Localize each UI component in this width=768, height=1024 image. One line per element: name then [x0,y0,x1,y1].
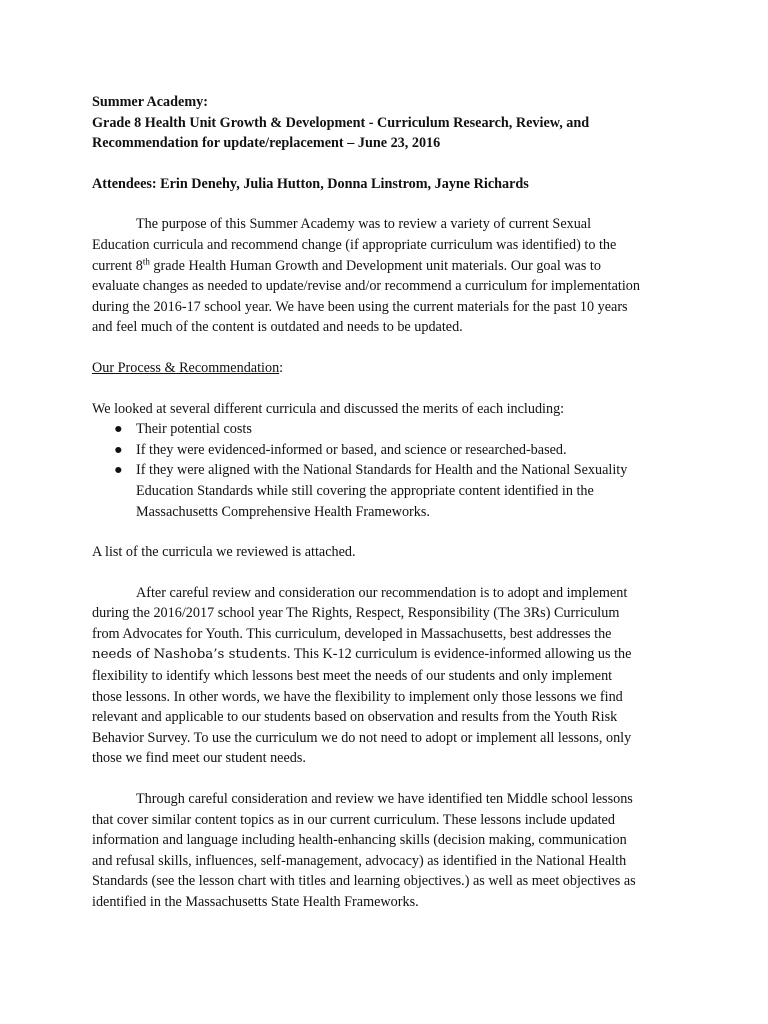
process-heading [92,358,682,379]
ordinal-suffix: th [142,255,150,266]
purpose-line-2: Education curricula and recommend change (if appropriate curriculum was identified) to the [92,236,617,253]
process-section [92,399,682,523]
header-line-2: Grade 8 Health Unit Growth & Development - Curriculum Research, Review, and [92,114,590,131]
process-heading-text: Our Process & Recommendation [92,359,280,376]
bullet-icon: ● [114,421,123,438]
lessons-line-6: identified in the Massachusetts State Health Frameworks. [92,894,419,910]
lessons-line-3: information and language including health-enhancing skills (decision making, communication [92,832,627,849]
criteria-text-evidence: If they were evidenced-informed or based, and science or researched-based. [136,441,567,458]
purpose-line-3 [92,256,682,277]
criteria-text-standards-3: Massachusetts Comprehensive Health Frameworks. [136,503,430,520]
process-heading-colon: : [279,359,284,376]
bullet-icon: ● [114,462,123,479]
purpose-line-1: The purpose of this Summer Academy was to review a variety of current Sexual [136,216,592,233]
criteria-text-standards-1: If they were aligned with the National Standards for Health and the National Sexuality [136,462,628,479]
purpose-line-4: evaluate changes as needed to update/revise and/or recommend a curriculum for implementation [92,278,640,295]
recommendation-line-3: from Advocates for Youth. This curriculum, developed in Massachusetts, best addresses the [92,625,612,642]
criteria-item-standards [92,460,682,522]
lessons-line-4: and refusal skills, influences, self-management, advocacy) as identified in the National Health [92,852,627,869]
purpose-line-3-end: grade Health Human Growth and Development unit materials. Our goal was to [149,257,601,274]
process-intro: We looked at several different curricula and discussed the merits of each including: [92,400,565,417]
lessons-line-5: Standards (see the lesson chart with titles and learning objectives.) as well as meet objectives as [92,873,636,890]
criteria-item-evidence [92,440,682,461]
bullet-icon: ● [114,441,123,458]
recommendation-line-5: flexibility to identify which lessons best meet the needs of our students and only implement [92,668,613,685]
purpose-paragraph [92,214,682,338]
purpose-line-5: during the 2016-17 school year. We have been using the current materials for the past 10 years [92,298,628,315]
recommendation-line-6: those lessons. In other words, we have the flexibility to implement only those lessons we find [92,688,623,705]
lessons-paragraph [92,789,682,913]
attached-note: A list of the curricula we reviewed is attached. [92,544,356,561]
purpose-line-6: and feel much of the content is outdated and needs to be updated. [92,319,463,336]
recommendation-line-2: during the 2016/2017 school year The Rights, Respect, Responsibility (The 3Rs) Curriculum [92,605,620,622]
criteria-list [92,419,682,522]
criteria-text-standards-2: Education Standards while still covering the appropriate content identified in the [136,482,594,499]
purpose-line-3-start: current 8 [92,257,143,274]
nashoba-students-phrase: needs of Nashoba’s students [92,647,287,663]
recommendation-line-7: relevant and applicable to our students based on observation and results from the Youth Risk [92,709,618,726]
recommendation-line-4 [92,644,682,666]
recommendation-line-8: Behavior Survey. To use the curriculum we do not need to adopt or implement all lessons, only [92,729,632,746]
header-line-3: Recommendation for update/replacement – June 23, 2016 [92,135,441,152]
recommendation-line-4-end: . This K-12 curriculum is evidence-informed allowing us the [286,646,632,663]
criteria-item-cost [92,419,682,440]
document-header [92,92,682,154]
recommendation-line-9: those we find meet our student needs. [92,750,306,767]
lessons-line-1: Through careful consideration and review we have identified ten Middle school lessons [136,791,633,808]
document-page [92,92,682,913]
attendees-line: Attendees: Erin Denehy, Julia Hutton, Donna Linstrom, Jayne Richards [92,175,529,192]
recommendation-paragraph [92,583,682,769]
criteria-text-cost: Their potential costs [136,421,252,438]
header-line-1: Summer Academy: [92,94,208,110]
lessons-line-2: that cover similar content topics as in our current curriculum. These lessons include updated [92,811,615,828]
recommendation-line-1: After careful review and consideration our recommendation is to adopt and implement [136,584,628,601]
